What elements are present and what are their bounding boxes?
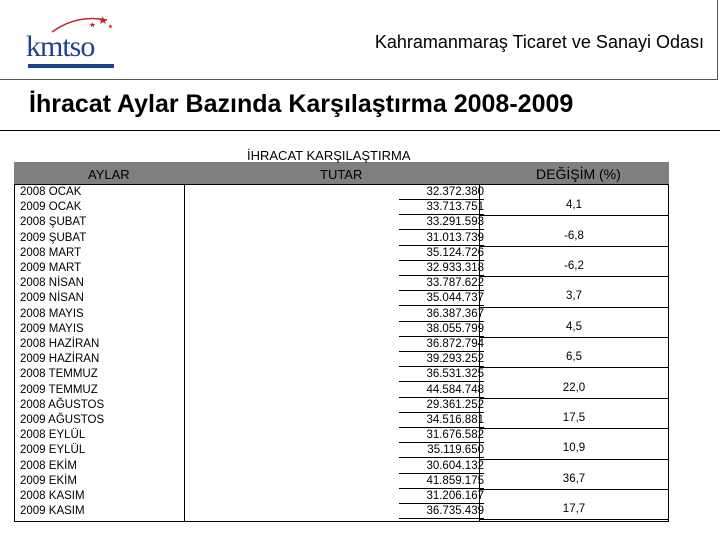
amount-cell: 32.372.380 [399,186,484,200]
table-row [14,307,669,322]
amount-cell: 31.206.167 [399,490,484,504]
amount-cell: 36.872.794 [399,338,484,352]
change-underline [479,489,669,490]
change-cell: 3,7 [566,290,582,303]
month-cell: 2008 MAYIS [20,307,84,320]
change-cell: 36,7 [562,472,586,485]
amount-cell: 35.124.726 [399,247,484,261]
change-cell: 22,0 [562,381,586,394]
svg-text:kmtso: kmtso [26,30,95,63]
table-row [14,185,669,200]
amount-cell: 30.604.132 [399,460,484,474]
month-cell: 2008 TEMMUZ [20,368,98,381]
change-underline [479,519,669,520]
change-underline [479,398,669,399]
change-cell: 17,5 [562,412,586,424]
month-cell: 2009 KASIM [20,505,85,518]
amount-cell: 35.044.737 [399,292,484,306]
amount-cell: 32.933.318 [399,262,484,276]
table-row [14,215,669,230]
change-underline [479,337,669,338]
month-cell: 2009 MART [20,262,82,274]
amount-cell: 39.293.252 [399,353,484,367]
amount-cell: 33.713.751 [399,201,484,215]
change-underline [479,246,669,247]
amount-cell: 31.013.739 [399,232,484,246]
amount-cell: 34.516.881 [399,414,484,428]
month-cell: 2008 OCAK [20,186,82,198]
month-cell: 2008 AĞUSTOS [20,398,105,411]
table-row [14,428,669,443]
month-cell: 2009 HAZİRAN [20,353,100,366]
month-cell: 2008 KASIM [20,490,85,502]
table-row [14,276,669,291]
month-cell: 2009 TEMMUZ [20,383,98,396]
amount-cell: 35.119.650 [399,444,484,458]
organization-name: Kahramanmaraş Ticaret ve Sanayi Odası [374,32,704,52]
tutar-column-header: TUTAR [320,167,363,182]
month-cell: 2008 NİSAN [20,277,84,290]
degisim-column-header: DEĞİŞİM (%) [536,166,621,182]
table-row [14,489,669,504]
aylar-column-header: AYLAR [88,167,130,182]
amount-cell: 36.735.439 [399,505,484,519]
amount-cell: 38.055.799 [399,323,484,337]
amount-cell: 36.531.325 [399,368,484,382]
change-underline [479,428,669,429]
change-cell: 4,5 [566,320,582,333]
change-underline [479,276,669,277]
title-divider [0,130,720,131]
month-cell: 2009 OCAK [20,201,82,214]
month-cell: 2008 ŞUBAT [20,216,87,229]
month-cell: 2009 NİSAN [20,292,84,305]
month-cell: 2008 EYLÜL [20,429,86,442]
month-cell: 2009 EYLÜL [20,444,86,457]
amount-cell: 41.859.175 [399,475,484,489]
amount-cell: 33.787.622 [399,277,484,291]
change-underline [479,367,669,368]
slide-title: İhracat Aylar Bazında Karşılaştırma 2008-2009 [29,90,574,118]
month-cell: 2008 HAZİRAN [20,338,100,350]
amount-cell: 31.676.582 [399,429,484,443]
table-row [14,246,669,261]
table-row [14,459,669,474]
amount-cell: 44.584.748 [399,384,484,398]
amount-cell: 36.387.367 [399,308,484,322]
change-cell: -6,2 [564,260,584,272]
change-cell: 4,1 [566,199,582,212]
change-underline [479,215,669,216]
change-cell: 17,7 [562,503,586,516]
change-cell: -6,8 [564,229,584,242]
change-cell: 6,5 [566,351,582,364]
month-cell: 2009 MAYIS [20,322,84,335]
month-cell: 2008 MART [20,246,82,259]
month-cell: 2009 AĞUSTOS [20,414,105,426]
amount-cell: 29.361.252 [399,399,484,413]
table-row [14,367,669,382]
change-underline [479,459,669,460]
table-row [14,337,669,352]
change-cell: 10,9 [562,442,586,455]
month-cell: 2008 EKİM [20,459,77,472]
table-row [14,398,669,413]
month-cell: 2009 EKİM [20,474,77,487]
ihracat-group-header: İHRACAT KARŞILAŞTIRMA [247,148,411,163]
change-underline [479,307,669,308]
kmtso-logo [22,12,122,74]
month-cell: 2009 ŞUBAT [20,231,87,244]
amount-cell: 33.291.593 [399,216,484,230]
